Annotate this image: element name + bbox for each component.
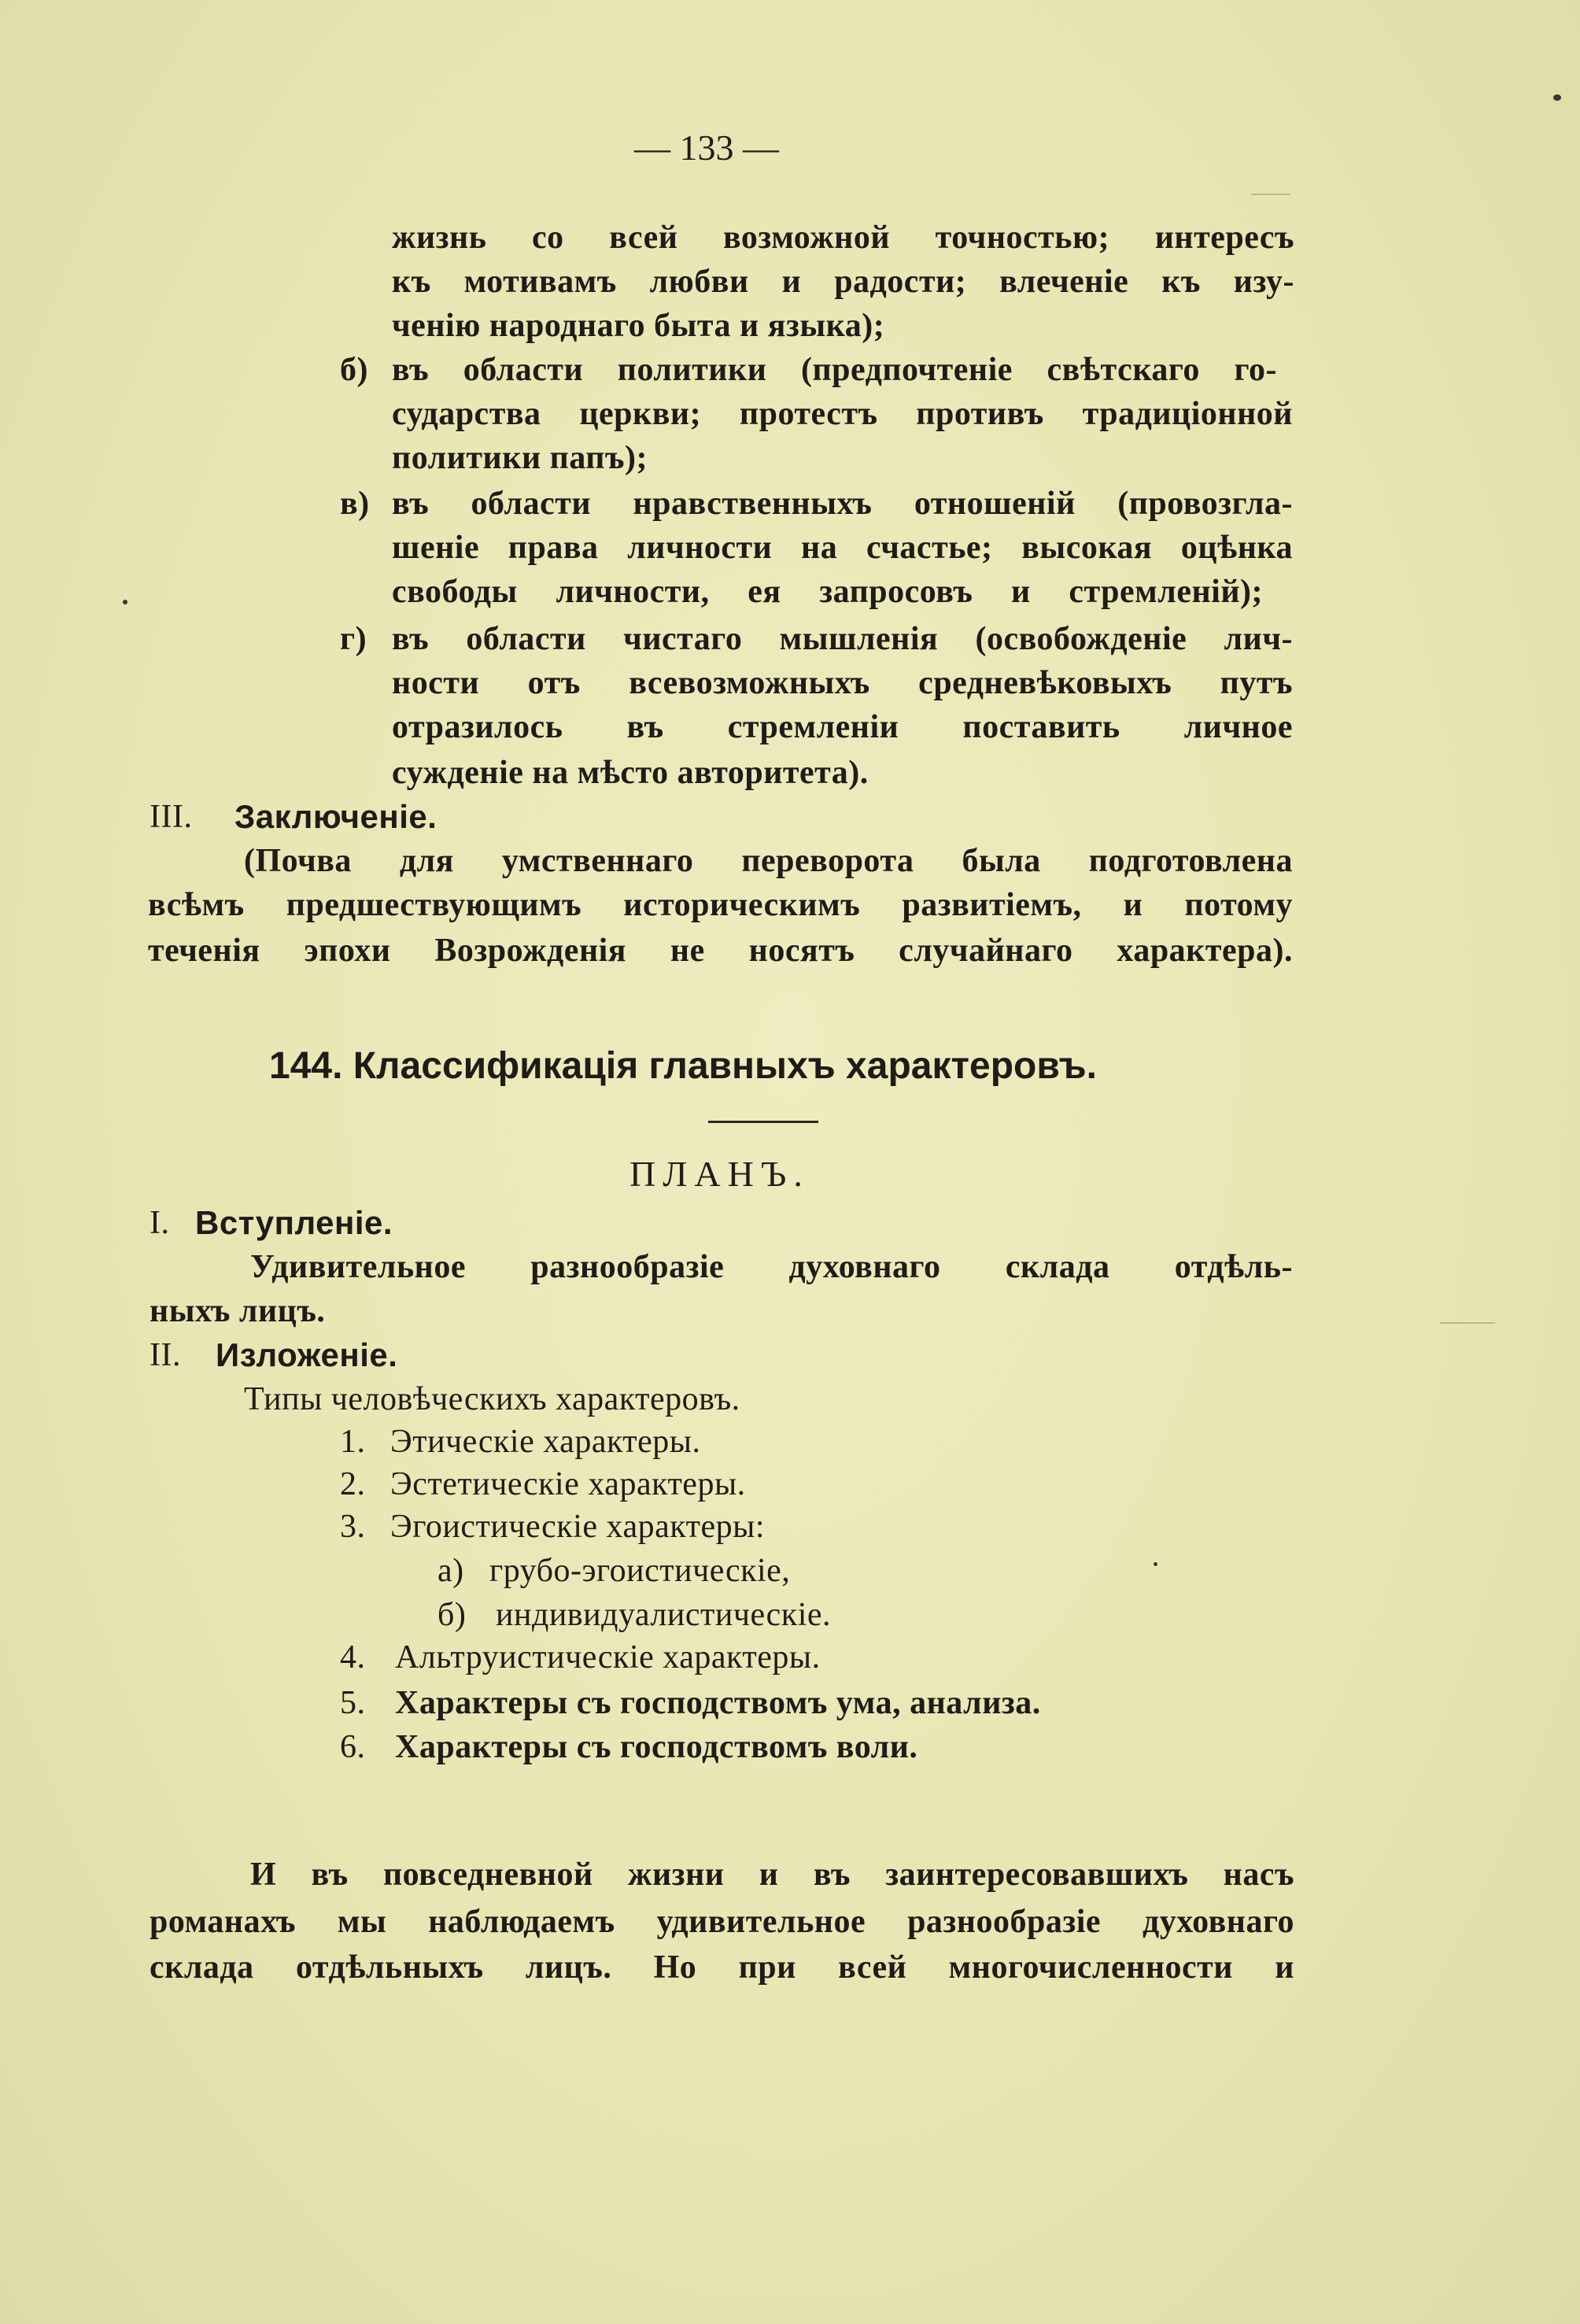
list-item: Эстетическіе характеры. [390,1466,746,1502]
list-number: 4. [340,1639,366,1676]
list-marker: в) [340,486,370,522]
plan-title: ПЛАНЪ. [629,1154,810,1194]
text-line: склада отдѣльныхъ лицъ. Но при всей многочисленности и [150,1949,1294,1986]
text-line: ченію народнаго быта и языка); [392,308,885,344]
scan-mark [1251,194,1290,195]
heading-rule [708,1121,818,1123]
list-item: Эгоистическіе характеры: [390,1509,765,1545]
section-label: Вступленіе. [195,1204,393,1241]
text-line: Удивительное разнообразіе духовнаго склада отдѣль- [250,1249,1293,1285]
list-number: 3. [340,1509,366,1545]
text-line: всѣмъ предшествующимъ историческимъ развитіемъ, и потому [148,887,1293,923]
text-line: политики папъ); [392,440,648,476]
list-item: Характеры съ господствомъ воли. [395,1729,918,1765]
section-heading: 144. Классификація главныхъ характеровъ. [269,1045,1097,1087]
text-line: теченія эпохи Возрожденія не носятъ случайнаго характера). [148,933,1293,969]
list-item: грубо-эгоистическіе, [489,1553,791,1589]
paper-speck [1553,94,1561,101]
list-item: индивидуалистическіе. [496,1597,832,1633]
text-line: въ области чистаго мышленія (освобожденіе лич- [392,621,1293,657]
scan-mark [1440,1322,1495,1324]
list-number: 6. [340,1729,366,1765]
text-line: въ области нравственныхъ отношеній (провозгла- [392,486,1293,522]
text-line: жизнь со всей возможной точностью; интересъ [392,220,1294,256]
list-marker: б) [340,352,368,388]
list-marker: г) [340,621,367,657]
paper-speck [123,600,127,604]
list-item: Характеры съ господствомъ ума, анализа. [395,1685,1041,1721]
text-line: Типы человѣческихъ характеровъ. [244,1381,740,1417]
list-number: 2. [340,1466,366,1502]
section-numeral: I. [150,1205,170,1241]
text-line: ныхъ лицъ. [150,1293,326,1329]
list-number: 5. [340,1685,366,1721]
text-line: романахъ мы наблюдаемъ удивительное разнообразіе духовнаго [150,1904,1294,1940]
text-line: отразилось въ стремленіи поставить личное [392,709,1293,745]
section-label: Заключеніе. [234,798,437,835]
list-number: а) [437,1553,464,1589]
text-line: свободы личности, ея запросовъ и стремленій); [392,574,1263,610]
section-numeral: II. [150,1337,181,1373]
list-number: 1. [340,1424,366,1460]
text-line: (Почва для умственнаго переворота была подготовлена [244,843,1293,879]
text-line: сужденіе на мѣсто авторитета). [392,755,869,791]
text-line: шеніе права личности на счастье; высокая оцѣнка [392,530,1293,566]
paper-speck [1154,1562,1157,1566]
list-item: Альтруистическіе характеры. [395,1639,821,1676]
list-number: б) [437,1597,467,1633]
text-line: ности отъ всевозможныхъ средневѣковыхъ путъ [392,665,1293,701]
page-number: — 133 — [634,127,779,168]
list-item: Этическіе характеры. [390,1424,701,1460]
section-label: Изложеніе. [216,1336,398,1373]
text-line: сударства церкви; протестъ противъ традиціонной [392,396,1293,432]
text-line: къ мотивамъ любви и радости; влеченіе къ изу- [392,264,1294,300]
section-numeral: III. [150,799,193,835]
text-line: въ области политики (предпочтеніе свѣтскаго го- [392,352,1277,388]
text-line: И въ повседневной жизни и въ заинтересовавшихъ насъ [250,1857,1294,1893]
